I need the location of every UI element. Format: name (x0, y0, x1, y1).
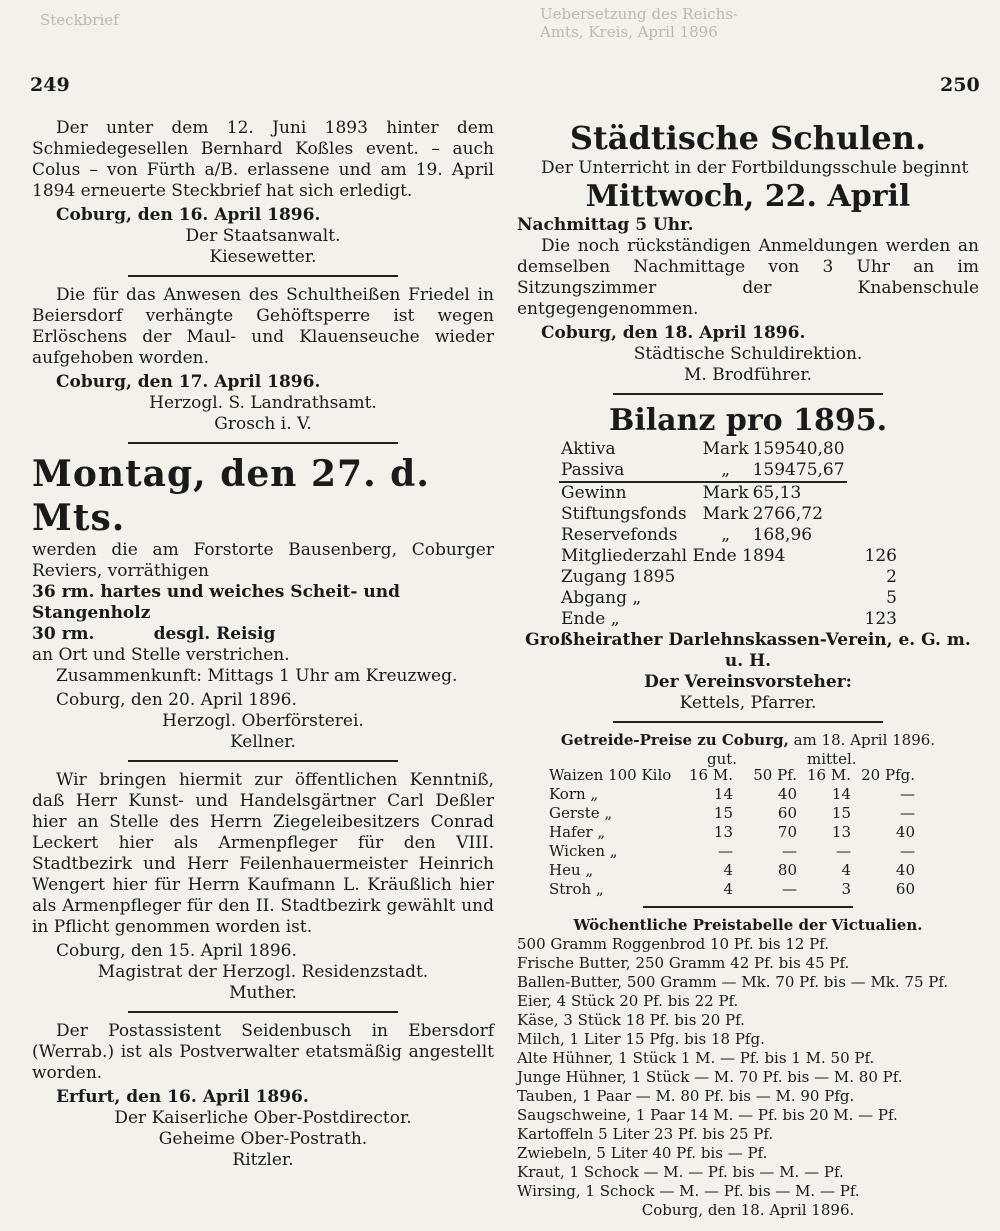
grain-row (547, 861, 917, 880)
grain-item: Wicken „ (549, 842, 618, 860)
grain-item: Stroh „ (549, 880, 604, 898)
notice-quarantine (32, 285, 494, 435)
separator-rule (128, 275, 398, 277)
notice-signature: Grosch i. V. (214, 414, 312, 434)
auction-line: Zusammenkunft: Mittags 1 Uhr am Kreuzweg. (56, 666, 458, 686)
notice-office: Magistrat der Herzogl. Residenzstadt. (97, 962, 429, 982)
grain-mid-mark: 14 (831, 785, 851, 803)
balance-value: 2766,72 (752, 504, 823, 524)
balance-row (559, 482, 847, 504)
balance-value: 65,13 (752, 483, 802, 503)
victuals-line: Eier, 4 Stück 20 Pf. bis 22 Pf. (517, 992, 739, 1010)
grain-heading-date: am 18. April 1896. (793, 731, 936, 749)
grain-mid-pf: 60 (895, 880, 915, 898)
victuals-line: Wirsing, 1 Schock — M. — Pf. bis — M. — Pf. (517, 1182, 860, 1200)
auction-heading: Montag, den 27. d. Mts. (32, 453, 430, 539)
notice-date: Coburg, den 18. April 1896. (541, 323, 806, 343)
balance-label: Passiva (561, 460, 625, 480)
notice-signature: Kettels, Pfarrer. (679, 693, 817, 713)
grain-row (547, 785, 917, 804)
grain-good-mark: 4 (723, 880, 733, 898)
notice-text: Der Postassistent Seidenbusch in Ebersdorf (Werrab.) ist als Postverwalter etatsmäßig angestellt worden. (32, 1021, 494, 1083)
notice-office: Herzogl. S. Landrathsamt. (149, 393, 377, 413)
victuals-line: Tauben, 1 Paar — M. 80 Pf. bis — M. 90 Pfg. (517, 1087, 855, 1105)
left-column (32, 118, 494, 1171)
page-number-right: 250 (940, 74, 980, 96)
bleed-through-text: Uebersetzung des Reichs- (540, 5, 739, 23)
balance-value: 168,96 (752, 525, 813, 545)
grain-table (547, 766, 917, 899)
grain-col-mid: mittel. (807, 750, 857, 768)
grain-good-mark: — (718, 842, 733, 860)
balance-row (559, 460, 847, 482)
victuals-line: 500 Gramm Roggenbrod 10 Pf. bis 12 Pf. (517, 935, 830, 953)
grain-good-pf: — (782, 842, 797, 860)
victuals-line: Kraut, 1 Schock — M. — Pf. bis — M. — Pf. (517, 1163, 844, 1181)
members-table (559, 546, 899, 630)
grain-heading-line (517, 731, 979, 750)
members-label: Mitgliederzahl Ende 1894 (561, 546, 786, 566)
notice-text: Der unter dem 12. Juni 1893 hinter dem Schmiedegesellen Bernhard Koßles event. – auch Colus – von Fürth a/B. erlassene und am 19. April 1894 erneuerte Steckbrief hat sich erledigt. (32, 118, 494, 201)
balance-unit: Mark (702, 439, 749, 459)
grain-item: Gerste „ (549, 804, 613, 822)
grain-item: Heu „ (549, 861, 594, 879)
balance-value: 159475,67 (752, 460, 845, 480)
balance-unit: „ (721, 525, 731, 545)
grain-table-body (547, 766, 917, 899)
notice-text: Wir bringen hiermit zur öffentlichen Kenntniß, daß Herr Kunst- und Handelsgärtner Carl Deßler hier an Stelle des Herrn Ziegeleibesitzers Conrad Leckert hier als Armenpfleger für den VIII. Stadtbezirk und Herr Feilenhauermeister Heinrich Wengert hier für Herrn Kaufmann L. Kräußlich hier als Armenpfleger für den II. Stadtbezirk gewählt und in Pflicht genommen worden ist. (32, 770, 494, 937)
grain-good-pf: 70 (777, 823, 797, 841)
balance-value: 159540,80 (752, 439, 845, 459)
members-row (559, 567, 899, 588)
notice-victuals (517, 916, 979, 1220)
notice-office: Der Vereinsvorsteher: (644, 672, 852, 692)
victuals-line: Milch, 1 Liter 15 Pfg. bis 18 Pfg. (517, 1030, 765, 1048)
notice-date: Coburg, den 20. April 1896. (56, 690, 297, 710)
notice-office: Der Kaiserliche Ober-Postdirector. (114, 1108, 412, 1128)
bleed-through-text: Steckbrief (40, 11, 119, 29)
notice-text: Die für das Anwesen des Schultheißen Friedel in Beiersdorf verhängte Gehöftsperre ist wegen Erlöschens der Maul- und Klauenseuche wieder aufgehoben worden. (32, 285, 494, 368)
separator-rule (128, 760, 398, 762)
separator-rule (643, 906, 853, 908)
victuals-line: Frische Butter, 250 Gramm 42 Pf. bis 45 Pf. (517, 954, 850, 972)
notice-date: Erfurt, den 16. April 1896. (56, 1087, 309, 1107)
grain-mid-pf: 40 (895, 861, 915, 879)
separator-rule (128, 442, 398, 444)
grain-item: Korn „ (549, 785, 599, 803)
notice-signature: Ritzler. (232, 1150, 294, 1170)
notice-signature: Kiesewetter. (209, 247, 317, 267)
members-value: 2 (886, 567, 897, 587)
schools-heading: Städtische Schulen. (569, 119, 927, 157)
notice-signature: Muther. (229, 983, 297, 1003)
victuals-line: Zwiebeln, 5 Liter 40 Pf. bis — Pf. (517, 1144, 768, 1162)
grain-row (547, 880, 917, 899)
notice-date: Coburg, den 17. April 1896. (56, 372, 321, 392)
schools-text: Der Unterricht in der Fortbildungsschule beginnt (541, 158, 969, 178)
balance-label: Gewinn (561, 483, 627, 503)
grain-mid-mark: — (836, 842, 851, 860)
notice-poor-relief (32, 770, 494, 1004)
bleed-through-text: Amts, Kreis, April 1896 (540, 23, 718, 41)
grain-good-mark: 14 (713, 785, 733, 803)
grain-row (547, 804, 917, 823)
victuals-line: Junge Hühner, 1 Stück — M. 70 Pf. bis — M. 80 Pf. (517, 1068, 903, 1086)
grain-row (547, 842, 917, 861)
grain-good-pf: 40 (777, 785, 797, 803)
notice-warrant (32, 118, 494, 268)
notice-grain-prices (517, 731, 979, 899)
balance-table (559, 439, 847, 546)
schools-date-heading: Mittwoch, 22. April (585, 179, 911, 214)
members-label: Zugang 1895 (561, 567, 676, 587)
grain-mid-pf: — (900, 842, 915, 860)
balance-unit: „ (721, 460, 731, 480)
grain-good-pf: 80 (777, 861, 797, 879)
notice-date: Coburg, den 15. April 1896. (56, 941, 297, 961)
notice-office-2: Geheime Ober-Postrath. (158, 1129, 368, 1149)
schools-text: Die noch rückständigen Anmeldungen werden an demselben Nachmittage von 3 Uhr an im Sitzungszimmer der Knabenschule entgegengenommen. (517, 236, 979, 319)
victuals-line: Ballen-Butter, 500 Gramm — Mk. 70 Pf. bis — Mk. 75 Pf. (517, 973, 949, 991)
members-value: 126 (864, 546, 897, 566)
auction-line: an Ort und Stelle verstrichen. (32, 645, 290, 665)
balance-row (559, 439, 847, 460)
grain-column-headers (517, 750, 979, 766)
victuals-line: Kartoffeln 5 Liter 23 Pf. bis 25 Pf. (517, 1125, 774, 1143)
members-value: 5 (886, 588, 897, 608)
balance-unit: Mark (702, 483, 749, 503)
grain-mid-pf: 20 Pfg. (861, 766, 915, 784)
victuals-list (517, 935, 979, 1201)
victuals-line: Alte Hühner, 1 Stück 1 M. — Pf. bis 1 M. 50 Pf. (517, 1049, 875, 1067)
notice-office: Städtische Schuldirektion. (633, 344, 863, 364)
notice-date: Coburg, den 18. April 1896. (641, 1201, 855, 1219)
grain-row (547, 823, 917, 842)
notice-wood-auction (32, 452, 494, 753)
balance-row (559, 504, 847, 525)
notice-signature: Kellner. (230, 732, 296, 752)
grain-item: Waizen 100 Kilo (549, 766, 672, 784)
notice-office: Herzogl. Oberförsterei. (162, 711, 364, 731)
grain-good-mark: 16 M. (689, 766, 733, 784)
grain-mid-mark: 13 (831, 823, 851, 841)
separator-rule (613, 721, 883, 723)
grain-good-pf: 50 Pf. (753, 766, 797, 784)
notice-postal (32, 1021, 494, 1171)
grain-mid-mark: 15 (831, 804, 851, 822)
balance-row (559, 525, 847, 546)
members-label: Abgang „ (561, 588, 642, 608)
notice-balance-sheet (517, 403, 979, 714)
grain-col-good: gut. (707, 750, 738, 768)
victuals-line: Käse, 3 Stück 18 Pf. bis 20 Pf. (517, 1011, 745, 1029)
right-column (517, 118, 979, 1220)
grain-mid-mark: 3 (841, 880, 851, 898)
notice-date: Coburg, den 16. April 1896. (56, 205, 321, 225)
page-number-left: 249 (30, 74, 70, 96)
members-label: Ende „ (561, 609, 620, 629)
notice-signature: M. Brodführer. (684, 365, 812, 385)
auction-line: 30 rm. desgl. Reisig (32, 624, 276, 644)
balance-label: Stiftungsfonds (561, 504, 687, 524)
balance-organisation: Großheirather Darlehnskassen-Verein, e. G. m. u. H. (525, 630, 971, 671)
balance-heading: Bilanz pro 1895. (608, 403, 888, 438)
victuals-line: Saugschweine, 1 Paar 14 M. — Pf. bis 20 M. — Pf. (517, 1106, 898, 1124)
members-row (559, 588, 899, 609)
auction-line: 36 rm. hartes und weiches Scheit- und Stangenholz (32, 582, 400, 623)
notice-office: Der Staatsanwalt. (185, 226, 341, 246)
members-row (559, 546, 899, 567)
grain-mid-pf: — (900, 804, 915, 822)
grain-heading: Getreide-Preise zu Coburg, (560, 731, 789, 749)
grain-mid-pf: — (900, 785, 915, 803)
auction-line: werden die am Forstorte Bausenberg, Coburger Reviers, vorräthigen (32, 540, 494, 581)
members-value: 123 (864, 609, 897, 629)
grain-mid-pf: 40 (895, 823, 915, 841)
grain-good-mark: 15 (713, 804, 733, 822)
grain-good-pf: — (782, 880, 797, 898)
grain-good-pf: 60 (777, 804, 797, 822)
members-row (559, 609, 899, 630)
grain-good-mark: 13 (713, 823, 733, 841)
schools-time: Nachmittag 5 Uhr. (517, 215, 694, 235)
grain-mid-mark: 16 M. (807, 766, 851, 784)
balance-label: Reservefonds (561, 525, 678, 545)
grain-mid-mark: 4 (841, 861, 851, 879)
victuals-heading: Wöchentliche Preistabelle der Victualien. (573, 916, 923, 934)
balance-unit: Mark (702, 504, 749, 524)
separator-rule (613, 393, 883, 395)
separator-rule (128, 1011, 398, 1013)
notice-schools (517, 118, 979, 386)
balance-label: Aktiva (561, 439, 616, 459)
grain-item: Hafer „ (549, 823, 606, 841)
grain-good-mark: 4 (723, 861, 733, 879)
